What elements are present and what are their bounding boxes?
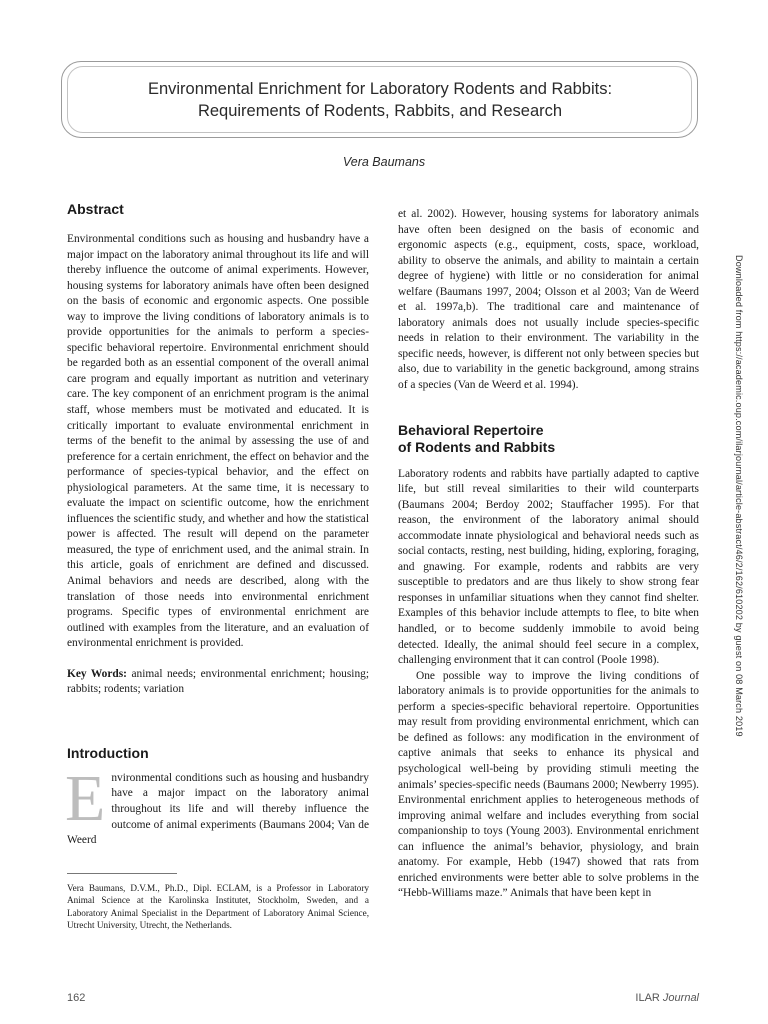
author: Vera Baumans <box>342 155 426 169</box>
right-column <box>398 207 699 902</box>
introduction-text <box>65 761 369 849</box>
introduction-continued: et al. 2002). However, housing systems for laboratory animals have often been designed on the basis of economic and ergonomic aspects (e.g., equipment, costs, space, workload, ability to observe the animals, and ability to maintain a certain degree of hygiene) with little or no consideration for animal welfare (Baumans 1997, 2004; Olsson et al 2003; Van de Weerd et al. 1997a,b). The traditional care and maintenance of laboratory animals does not usually include species-specific needs in relation to their environment. The variability in the specific needs, however, is different not only between species but also, due to variability in the genetic background, among strains of a species (Van de Weerd et al. 1994). <box>398 208 699 392</box>
download-watermark: Downloaded from https://academic.oup.com/ilarjournal/article-abstract/46/2/162/610202 by guest on 08 March 2019 <box>734 255 744 737</box>
journal-title: Journal <box>662 992 699 1004</box>
keywords <box>67 667 369 698</box>
page-number: 162 <box>67 992 86 1004</box>
behavioral-paragraph-2: One possible way to improve the living conditions of laboratory animals is to provide opportunities for the animals to perform a species-specific behavioral repertoire. Opportunities may result from providing environmental enrichment, which can be defined as follows: any modification in the environment of captive animals that seeks to enhance its physical and psychological well-being by providing stimuli meeting the animals’ species-specific needs (Baumans 2000; Newberry 1995). Environmental enrichment applies to heterogeneous methods of improving animal welfare and includes everything from social companionship to toys (Young 2003). Environmental enrichment can influence the animal’s behavior, physiology, and brain anatomy. For example, Hebb (1947) showed that rats from enriched environments were better able to solve problems in the “Hebb-Williams maze.” Animals that have been kept in <box>398 669 699 900</box>
behavioral-heading-line-2: of Rodents and Rabbits <box>398 438 556 455</box>
keywords-label: Key Words: <box>67 667 127 680</box>
abstract-heading: Abstract <box>67 201 124 217</box>
abstract-text: Environmental conditions such as housing and husbandry have a major impact on the laboratory animal throughout its life and will thereby influence the outcome of animal experiments. However, housing systems for laboratory animals have often been designed on the basis of economic and ergonomic aspects. One possible way to improve the living conditions of laboratory animals is to provide opportunities for the animals to perform a species-specific behavioral repertoire. Environmental enrichment should be regarded both as an essential component of the overall animal care program and equally important as nutrition and veterinary care. The key component of an enrichment program is the animal staff, whose members must be motivated and educated. It is critically important to evaluate environmental enrichment in terms of the benefit to the animal by assessing the use of and preference for a certain enrichment, the effect on behavior and the performance of species-typical behavior, and the effect on physiological parameters. At the same time, it is necessary to evaluate the impact on scientific outcome, how the enrichment influences the scientific study, and whether and how the statistical power is affected. The result will depend on the parameter measured, the type of enrichment used, and the animal strain. In this article, goals of enrichment are defined and discussed. Animal behaviors and needs are described, along with the translation of those needs into environmental enrichment programs. Specific types of environmental enrichment are outlined with examples from the literature, and an evaluation of environmental enrichment is provided. <box>67 233 369 650</box>
keywords-list: animal needs; environmental enrichment; housing; rabbits; rodents; variation <box>67 667 370 696</box>
title-line-1: Environmental Enrichment for Laboratory Rodents and Rabbits: <box>147 80 613 98</box>
introduction-heading: Introduction <box>67 744 149 761</box>
article-title <box>80 78 680 122</box>
title-line-2: Requirements of Rodents, Rabbits, and Research <box>197 102 563 120</box>
journal-name <box>635 992 699 1004</box>
behavioral-paragraph-1: Laboratory rodents and rabbits have partially adapted to captive life, but still reveal similarities to their wild counterparts (Baumans 2004; Berdoy 2002; Stauffacher 1995). For that reason, the environment of the laboratory animal should accommodate innate physiological and behavioral needs such as social contacts, resting, nest building, hiding, exploring, foraging, and gnawing. For example, rodents and rabbits are very susceptible to predators and are thus likely to show strong fear responses in unfamiliar situations when they cannot find shelter. Examples of this behavior include attempts to flee, to bite when handled, or to become suddenly immobile to avoid being detected. Ideally, the animal should feel secure in a complex, challenging environment that it can control (Poole 1998). <box>398 467 699 667</box>
journal-prefix: ILAR <box>635 992 660 1004</box>
footnote-rule <box>67 873 177 874</box>
left-column <box>67 200 369 849</box>
behavioral-heading-line-1: Behavioral Repertoire <box>398 421 544 438</box>
behavioral-heading <box>398 422 699 456</box>
drop-cap: E <box>65 761 106 835</box>
author-footnote: Vera Baumans, D.V.M., Ph.D., Dipl. ECLAM, is a Professor in Laboratory Animal Science at the Karolinska Institutet, Stockholm, Sweden, and a Laboratory Animal Specialist in the Department of Laboratory Animal Science, Utrecht University, Utrecht, the Netherlands. <box>67 883 369 931</box>
introduction-body: nvironmental conditions such as housing and husbandry have a major impact on the laboratory animal throughout its life and will thereby influence the outcome of animal experiments (Baumans 2004; Van de Weerd <box>67 771 369 847</box>
